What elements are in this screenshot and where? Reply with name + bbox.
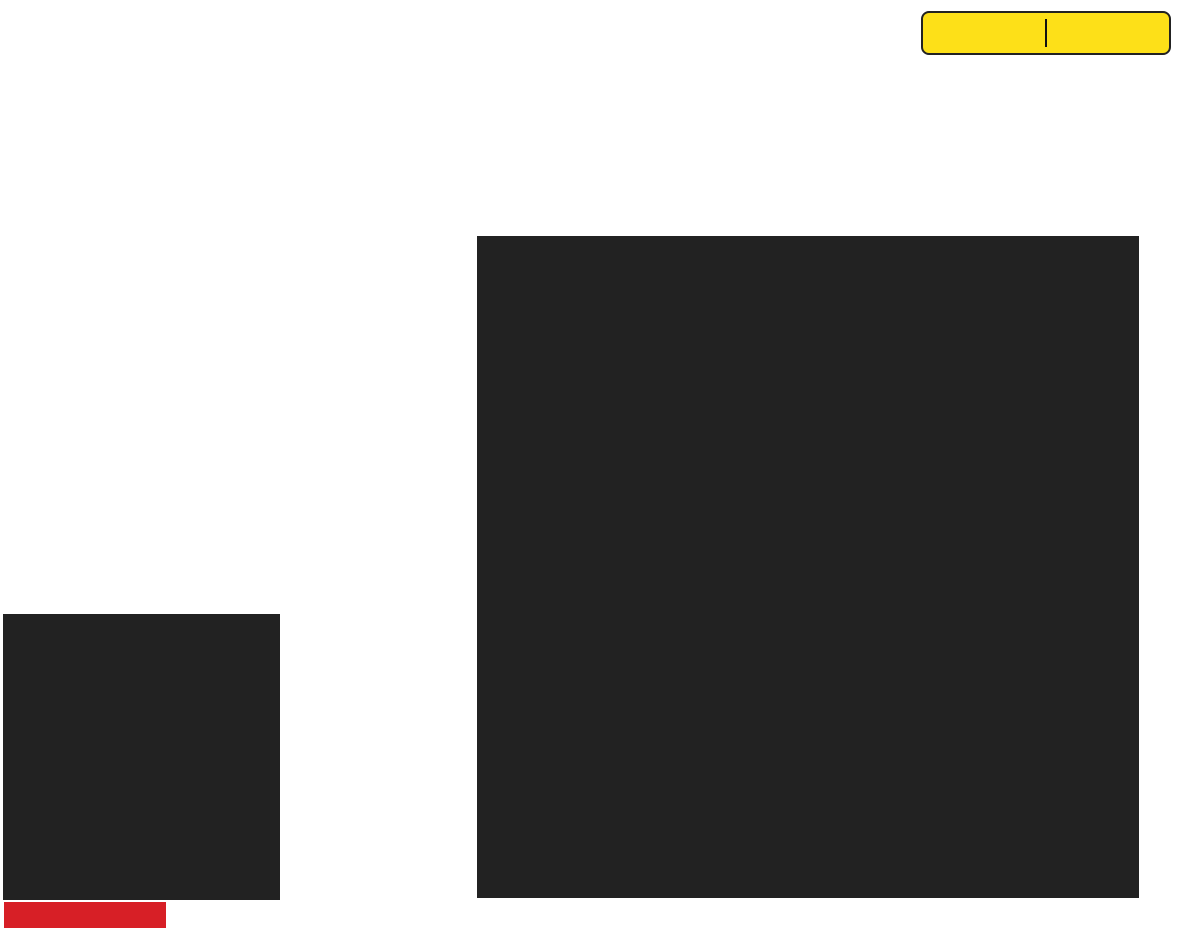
solution-caption bbox=[4, 902, 166, 928]
previous-solution-grid bbox=[3, 614, 280, 900]
title-divider bbox=[1045, 19, 1047, 47]
puzzle-title-badge bbox=[921, 11, 1171, 55]
crossword-grid[interactable] bbox=[477, 236, 1139, 898]
